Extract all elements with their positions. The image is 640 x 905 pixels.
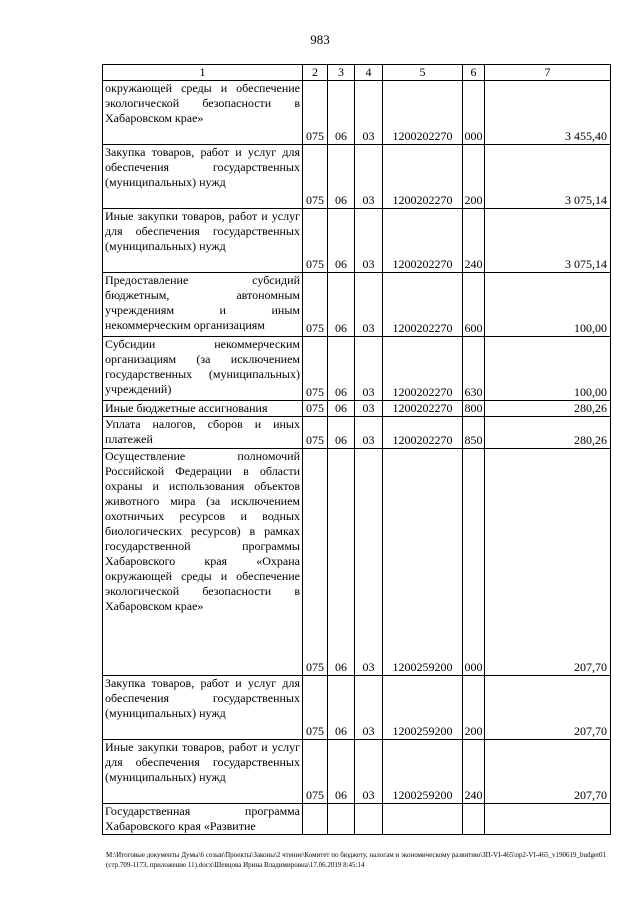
- program-code: 075: [303, 417, 328, 449]
- column-header: 2: [303, 65, 328, 81]
- table-header-row: [103, 65, 611, 81]
- table-row: [103, 209, 611, 273]
- column-header: 4: [355, 65, 383, 81]
- amount: 207,70: [485, 449, 611, 676]
- expense-type: 850: [463, 417, 485, 449]
- target-article: 1200259200: [383, 740, 463, 804]
- row-description: Закупка товаров, работ и услуг для обеспечения государственных (муниципальных) нужд: [103, 145, 303, 209]
- column-header: 1: [103, 65, 303, 81]
- subsection-code: 03: [355, 676, 383, 740]
- program-code: 075: [303, 449, 328, 676]
- row-description: Государственная программа Хабаровского края «Развитие: [103, 804, 303, 835]
- section-code: 06: [328, 417, 355, 449]
- target-article: 1200259200: [383, 449, 463, 676]
- column-header: 6: [463, 65, 485, 81]
- subsection-code: 03: [355, 401, 383, 417]
- amount: 280,26: [485, 417, 611, 449]
- subsection-code: 03: [355, 337, 383, 401]
- target-article: 1200202270: [383, 145, 463, 209]
- section-code: 06: [328, 337, 355, 401]
- budget-table: [102, 64, 611, 835]
- table-row: [103, 337, 611, 401]
- table-row: [103, 804, 611, 835]
- target-article: [383, 804, 463, 835]
- expense-type: 000: [463, 81, 485, 145]
- target-article: 1200202270: [383, 81, 463, 145]
- expense-type: 630: [463, 337, 485, 401]
- row-description: окружающей среды и обеспечение экологической безопасности в Хабаровском крае»: [103, 81, 303, 145]
- subsection-code: 03: [355, 145, 383, 209]
- subsection-code: 03: [355, 417, 383, 449]
- row-description: Субсидии некоммерческим организациям (за исключением государственных (муниципальных) учреждений): [103, 337, 303, 401]
- table-row: [103, 449, 611, 676]
- program-code: 075: [303, 337, 328, 401]
- table-row: [103, 81, 611, 145]
- table-row: [103, 676, 611, 740]
- target-article: 1200202270: [383, 417, 463, 449]
- expense-type: 000: [463, 449, 485, 676]
- document-path-footer: M:\Итоговые документы Думы\6 созыв\Проекты\Законы\2 чтение\Комитет по бюджету, налогам и экономическому развитию\ЗП-VI-465\пр2-VI-465_v190619_budget01 (стр.709-1173, приложение 11).docx\Шевцова Ирина Владимировна\17.06.2019 8:45:14: [106, 851, 607, 869]
- section-code: 06: [328, 273, 355, 337]
- program-code: 075: [303, 401, 328, 417]
- expense-type: 800: [464, 401, 483, 415]
- page-number: 983: [310, 32, 330, 47]
- column-header: 7: [485, 65, 611, 81]
- subsection-code: [355, 804, 383, 835]
- section-code: 06: [328, 449, 355, 676]
- section-code: 06: [328, 676, 355, 740]
- row-description: Закупка товаров, работ и услуг для обеспечения государственных (муниципальных) нужд: [103, 676, 303, 740]
- row-description: Осуществление полномочий Российской Федерации в области охраны и использования объектов животного мира (за исключением охотничьих ресурсов и водных биологических ресурсов) в рамках государственной программы Хабаровского края «Охрана окружающей среды и обеспечение экологической безопасности в Хабаровском крае»: [103, 449, 303, 676]
- amount: 280,26: [485, 401, 611, 417]
- subsection-code: 03: [355, 273, 383, 337]
- table-row: [103, 401, 611, 417]
- amount: 100,00: [485, 273, 611, 337]
- amount: 3 455,40: [485, 81, 611, 145]
- program-code: 075: [303, 676, 328, 740]
- expense-type: 200: [463, 145, 485, 209]
- target-article: 1200202270: [383, 337, 463, 401]
- row-description: Иные бюджетные ассигнования: [103, 401, 303, 417]
- expense-type: 200: [463, 676, 485, 740]
- expense-type: [463, 804, 485, 835]
- program-code: [303, 804, 328, 835]
- subsection-code: 03: [355, 81, 383, 145]
- amount: 207,70: [485, 740, 611, 804]
- section-code: 06: [328, 81, 355, 145]
- table-row: [103, 417, 611, 449]
- section-code: 06: [328, 209, 355, 273]
- subsection-code: 03: [355, 740, 383, 804]
- section-code: 06: [328, 145, 355, 209]
- table-row: [103, 145, 611, 209]
- table-row: [103, 740, 611, 804]
- target-article: 1200202270: [383, 209, 463, 273]
- subsection-code: 03: [355, 449, 383, 676]
- table-row: [103, 273, 611, 337]
- row-description: Иные закупки товаров, работ и услуг для обеспечения государственных (муниципальных) нужд: [103, 209, 303, 273]
- amount: 207,70: [485, 676, 611, 740]
- program-code: 075: [303, 209, 328, 273]
- expense-type: 240: [463, 209, 485, 273]
- amount: 3 075,14: [485, 145, 611, 209]
- row-description: Предоставление субсидий бюджетным, автономным учреждениям и иным некоммерческим организациям: [103, 273, 303, 337]
- amount: 3 075,14: [485, 209, 611, 273]
- column-header: 3: [328, 65, 355, 81]
- column-header: 5: [383, 65, 463, 81]
- target-article: 1200202270: [383, 401, 463, 417]
- expense-type: 240: [463, 740, 485, 804]
- row-description: Уплата налогов, сборов и иных платежей: [103, 417, 303, 449]
- row-description: Иные закупки товаров, работ и услуг для обеспечения государственных (муниципальных) нужд: [103, 740, 303, 804]
- program-code: 075: [303, 81, 328, 145]
- section-code: 06: [328, 401, 355, 417]
- subsection-code: 03: [355, 209, 383, 273]
- amount: 100,00: [485, 337, 611, 401]
- expense-type: 600: [463, 273, 485, 337]
- section-code: [328, 804, 355, 835]
- target-article: 1200202270: [383, 273, 463, 337]
- target-article: 1200259200: [383, 676, 463, 740]
- program-code: 075: [303, 740, 328, 804]
- amount: [485, 804, 611, 835]
- section-code: 06: [328, 740, 355, 804]
- program-code: 075: [303, 273, 328, 337]
- program-code: 075: [303, 145, 328, 209]
